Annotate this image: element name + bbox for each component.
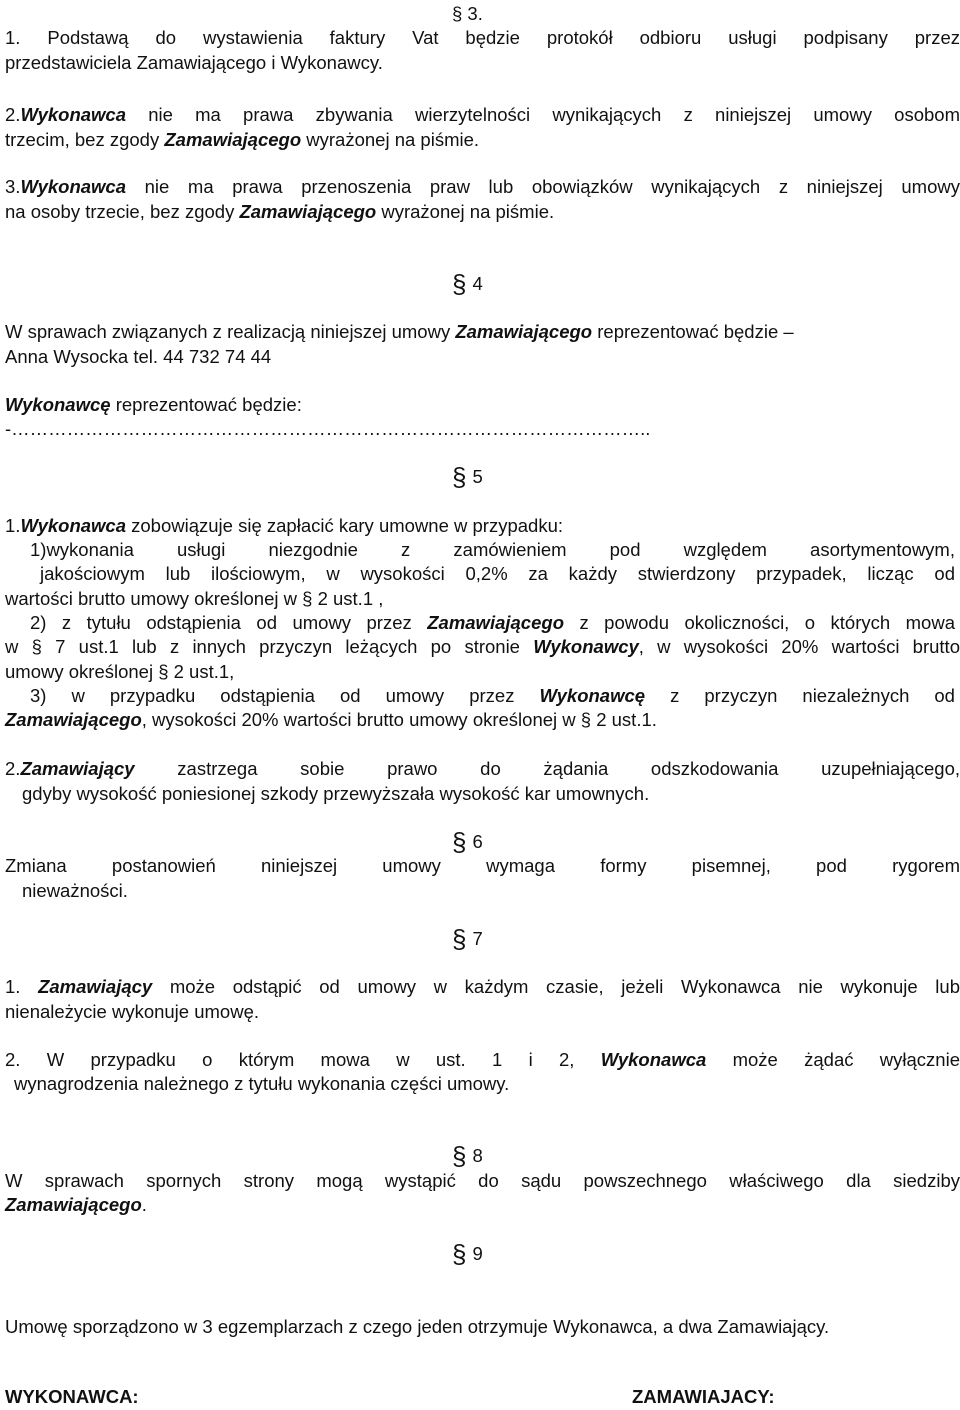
s3-point-3-line-1: 3.Wykonawca nie ma prawa przenoszenia praw lub obowiązków wynikających z niniejszej umowy [5,176,960,197]
s4-representative-line: Anna Wysocka tel. 44 732 74 44 [5,346,272,367]
section-3-heading: § 3. [452,3,483,24]
s5-line-9: Zamawiającego, wysokości 20% wartości brutto umowy określonej w § 2 ust.1. [5,709,657,730]
s6-line-2: nieważności. [22,880,128,901]
section-4-heading: § 4 [452,269,483,299]
signature-contractor: WYKONAWCA: [5,1386,139,1407]
section-9-heading: § 9 [452,1239,483,1269]
s5-line-2: 1)wykonania usługi niezgodnie z zamówieniem pod względem asortymentowym, [30,539,955,560]
s4-line-3: Wykonawcę reprezentować będzie: [5,394,302,415]
s8-line-2: Zamawiającego. [5,1194,147,1215]
s3-point-3-line-2: na osoby trzecie, bez zgody Zamawiającego wyrażonej na piśmie. [5,201,555,222]
paragraph-sign-icon: § [452,1141,467,1171]
s3-point-1-line-2: przedstawiciela Zamawiającego i Wykonawcy. [5,52,383,73]
s3-point-2-line-1: 2.Wykonawca nie ma prawa zbywania wierzytelności wynikających z niniejszej umowy osobom [5,104,960,125]
section-7-heading: § 7 [452,924,483,954]
s6-line-1: Zmiana postanowień niniejszej umowy wymaga formy pisemnej, pod rygorem [5,855,960,876]
section-8-heading: § 8 [452,1141,483,1171]
s8-line-1: W sprawach spornych strony mogą wystąpić do sądu powszechnego właściwego dla siedziby [5,1170,960,1191]
s5-line-7: umowy określonej § 2 ust.1, [5,661,235,682]
s5-line-1: 1.Wykonawca zobowiązuje się zapłacić kary umowne w przypadku: [5,515,564,536]
s7-line-3: 2. W przypadku o którym mowa w ust. 1 i 2, Wykonawca może żądać wyłącznie [5,1049,960,1070]
s4-blank-line: -………………………………………………………………………………………….. [5,418,651,439]
s5-line-11: gdyby wysokość poniesionej szkody przewyższała wysokość kar umownych. [22,783,650,804]
s5-line-8: 3) w przypadku odstąpienia od umowy przez Wykonawcę z przyczyn niezależnych od [30,685,955,706]
s3-point-1-line-1: 1. Podstawą do wystawienia faktury Vat będzie protokół odbioru usługi podpisany przez [5,27,960,48]
paragraph-sign-icon: § [452,1239,467,1269]
s5-line-3: jakościowym lub ilościowym, w wysokości 0,2% za każdy stwierdzony przypadek, licząc od [40,563,955,584]
s5-line-4: wartości brutto umowy określonej w § 2 ust.1 , [5,588,384,609]
s5-line-5: 2) z tytułu odstąpienia od umowy przez Zamawiającego z powodu okoliczności, o których mowa [30,612,955,633]
paragraph-sign-icon: § [452,269,467,299]
s7-line-4: wynagrodzenia należnego z tytułu wykonania części umowy. [14,1073,510,1094]
paragraph-sign-icon: § [452,924,467,954]
section-5-heading: § 5 [452,462,483,492]
s7-line-2: nienależycie wykonuje umowę. [5,1001,259,1022]
s7-line-1: 1. Zamawiający może odstąpić od umowy w każdym czasie, jeżeli Wykonawca nie wykonuje lub [5,976,960,997]
s4-line-1: W sprawach związanych z realizacją niniejszej umowy Zamawiającego reprezentować będzie – [5,321,794,342]
paragraph-sign-icon: § [452,827,467,857]
section-6-heading: § 6 [452,827,483,857]
s5-line-10: 2.Zamawiający zastrzega sobie prawo do żądania odszkodowania uzupełniającego, [5,758,960,779]
s5-line-6: w § 7 ust.1 lub z innych przyczyn leżących po stronie Wykonawcy, w wysokości 20% wartości brutto [5,636,960,657]
s9-line-1: Umowę sporządzono w 3 egzemplarzach z czego jeden otrzymuje Wykonawca, a dwa Zamawiający. [5,1316,830,1337]
signature-ordering-party: ZAMAWIAJACY: [632,1386,775,1407]
s3-point-2-line-2: trzecim, bez zgody Zamawiającego wyrażonej na piśmie. [5,129,480,150]
paragraph-sign-icon: § [452,462,467,492]
